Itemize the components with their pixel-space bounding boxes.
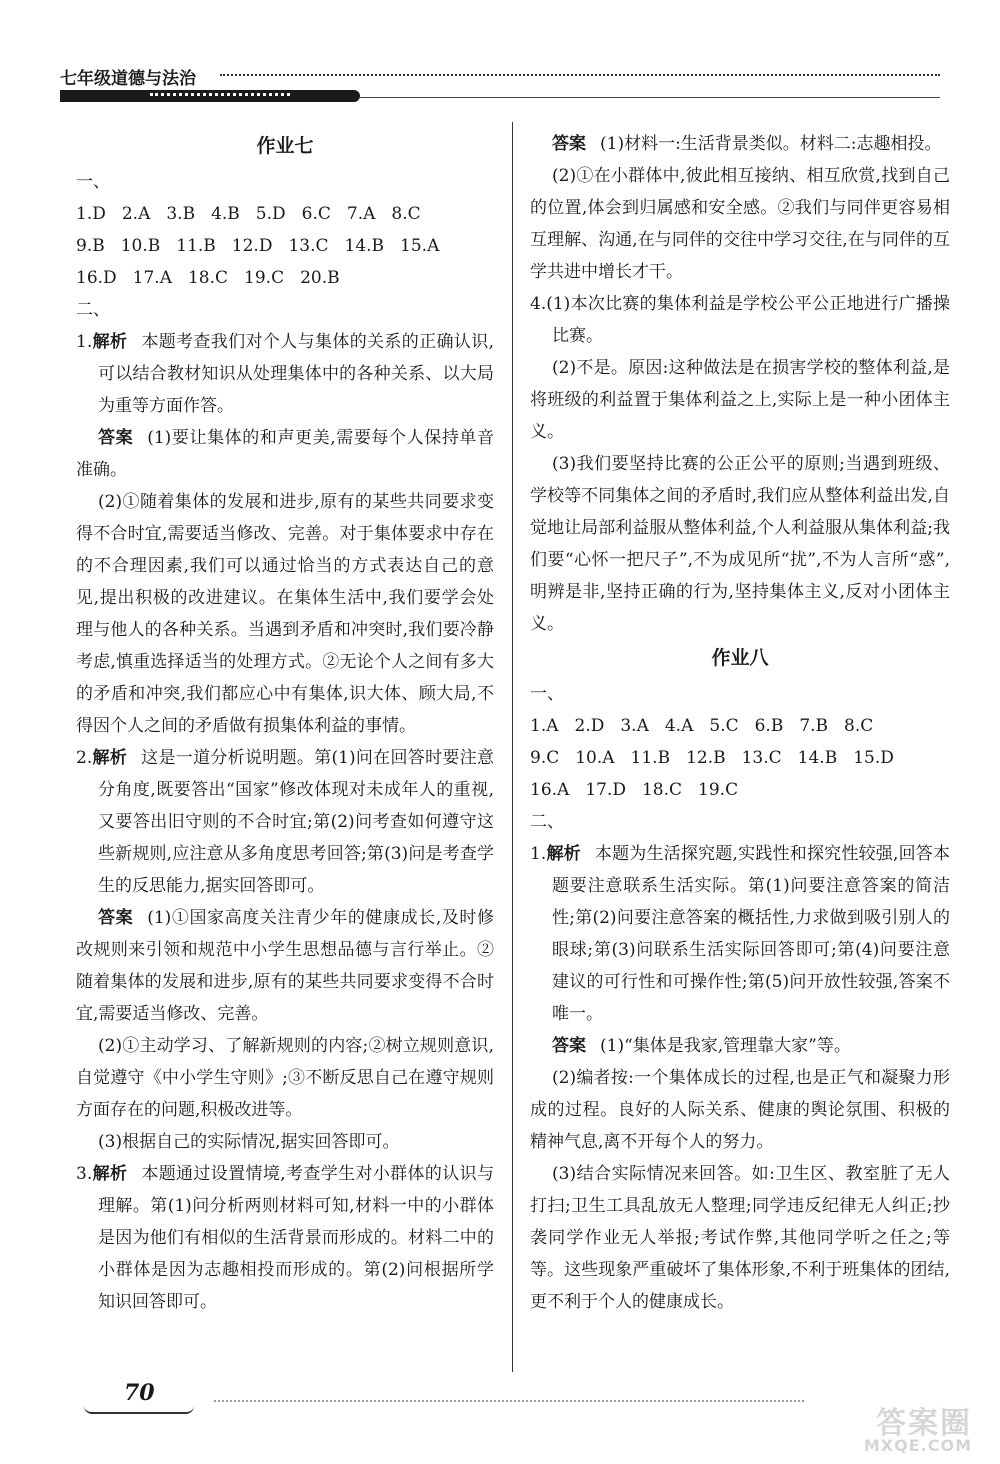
question-2-answer-2: (2)①主动学习、了解新规则的内容;②树立规则意识,自觉遵守《中小学生守则》;③不断反思自己在遵守规则方面存在的问题,积极改进等。 (76, 1036, 494, 1120)
question-number: 1. (76, 332, 93, 352)
mc-answer: 1.D (76, 204, 106, 224)
mc-answer: 16.A (530, 780, 570, 800)
question-1-answer-2: (2)编者按:一个集体成长的过程,也是正气和凝聚力形成的过程。良好的人际关系、健康的舆论氛围、积极的精神气息,离不开每个人的努力。 (530, 1068, 950, 1152)
question-1-analysis (530, 838, 950, 1030)
watermark-logo (782, 1398, 982, 1458)
question-2-analysis (76, 742, 494, 902)
analysis-label: 解析 (546, 844, 581, 864)
analysis-text: 本题通过设置情境,考查学生对小群体的认识与理解。第(1)问分析两则材料可知,材料一中的小群体是因为他们有相似的生活背景而形成的。材料二中的小群体是因为志趣相投而形成的。第(2)问根据所学知识回答即可。 (98, 1164, 495, 1312)
mc-answer: 18.C (187, 268, 229, 288)
mc-answer: 15.A (400, 236, 440, 256)
mc-answer: 12.D (231, 236, 273, 256)
page-header (60, 64, 940, 114)
mc-answer: 18.C (641, 780, 683, 800)
mc-answers-row-3 (530, 774, 950, 806)
question-3-analysis (76, 1158, 494, 1318)
mc-answers-row-2 (530, 742, 950, 774)
mc-answer: 9.C (530, 748, 560, 768)
mc-answer: 4.A (664, 716, 694, 736)
mc-answer: 3.A (620, 716, 649, 736)
mc-answers-row-1 (530, 710, 950, 742)
answer-label: 答案 (552, 134, 586, 154)
mc-answer: 15.D (853, 748, 894, 768)
question-2-answer-1 (76, 902, 494, 1030)
section-title-7: 作业七 (256, 135, 314, 157)
footer-swoosh (84, 1406, 194, 1414)
analysis-label: 解析 (92, 1164, 128, 1184)
question-3-answer-1 (530, 128, 950, 160)
question-number: 3. (76, 1164, 93, 1184)
mc-answer: 5.C (709, 716, 739, 736)
footer-dotted-rule (214, 1400, 804, 1402)
mc-answer: 3.B (166, 204, 196, 224)
mc-answer: 10.A (575, 748, 615, 768)
question-4-answer-1 (530, 288, 950, 352)
part1-label: 一、 (76, 172, 110, 192)
question-number: 1. (530, 844, 547, 864)
header-dotted-rule (220, 74, 940, 76)
left-column (76, 128, 494, 1318)
mc-answer: 10.B (120, 236, 161, 256)
part1-label: 一、 (530, 684, 564, 704)
mc-answer: 5.D (255, 204, 286, 224)
page-number: 70 (124, 1380, 155, 1406)
column-divider (512, 122, 513, 1372)
mc-answer: 13.C (741, 748, 782, 768)
mc-answer: 6.B (754, 716, 784, 736)
part2-label: 二、 (530, 812, 564, 832)
question-1-answer-2: (2)①随着集体的发展和进步,原有的某些共同要求变得不合时宜,需要适当修改、完善。对于集体要求中存在的不合理因素,我们可以通过恰当的方式表达自己的意见,提出积极的改进建议。在集体生活中,我们要学会处理与他人的各种关系。当遇到矛盾和冲突时,我们要冷静考虑,慎重选择适当的处理方式。②无论个人之间有多大的矛盾和冲突,我们都应心中有集体,识大体、顾大局,不得因个人之间的矛盾做有损集体利益的事情。 (76, 492, 494, 736)
mc-answer: 11.B (176, 236, 216, 256)
mc-answers-row-1 (76, 198, 494, 230)
answer-text: (1)①国家高度关注青少年的健康成长,及时修改规则来引领和规范中小学生思想品德与言行举止。②随着集体的发展和进步,原有的某些共同要求变得不合时宜,需要适当修改、完善。 (76, 908, 495, 1024)
mc-answer: 6.C (301, 204, 331, 224)
question-1-answer-1 (76, 422, 494, 486)
analysis-text: 本题为生活探究题,实践性和探究性较强,回答本题要注意联系生活实际。第(1)问要注意答案的简洁性;第(2)问要注意答案的概括性,力求做到吸引别人的眼球;第(3)问联系生活实际回答即可;第(4)问要注意建议的可行性和可操作性;第(5)问开放性较强,答案不唯一。 (552, 844, 951, 1024)
watermark-url: MXQE.COM (863, 1436, 972, 1455)
answer-text: (1)材料一:生活背景类似。材料二:志趣相投。 (600, 134, 942, 154)
mc-answer: 20.B (300, 268, 340, 288)
section-title-8: 作业八 (711, 647, 769, 669)
answer-label: 答案 (98, 908, 134, 928)
question-1-answer-3: (3)结合实际情况来回答。如:卫生区、教室脏了无人打扫;卫生工具乱放无人整理;同学违反纪律无人纠正;抄袭同学作业无人举报;考试作弊,其他同学听之任之;等等。这些现象严重破坏了集体形象,不利于班集体的团结,更不利于个人的健康成长。 (530, 1164, 950, 1312)
mc-answer: 17.A (132, 268, 172, 288)
mc-answer: 7.B (799, 716, 829, 736)
question-3-answer-2: (2)①在小群体中,彼此相互接纳、相互欣赏,找到自己的位置,体会到归属感和安全感。②我们与同伴更容易相互理解、沟通,在与同伴的交往中学习交往,在与同伴的互学共进中增长才干。 (530, 166, 950, 282)
header-band-dots (150, 93, 290, 102)
analysis-text: 本题考查我们对个人与集体的关系的正确认识,可以结合教材知识从处理集体中的各种关系、以大局为重等方面作答。 (98, 332, 495, 416)
mc-answer: 9.B (76, 236, 105, 256)
mc-answer: 16.D (76, 268, 117, 288)
analysis-text: 这是一道分析说明题。第(1)问在回答时要注意分角度,既要答出“国家”修改体现对未成年人的重视,又要答出旧守则的不合时宜;第(2)问考查如何遵守这些新规则,应注意从多角度思考回答;第(3)问是考查学生的反思能力,据实回答即可。 (98, 748, 494, 896)
header-title: 七年级道德与法治 (60, 69, 196, 89)
mc-answer: 19.C (698, 780, 739, 800)
analysis-label: 解析 (92, 332, 128, 352)
answer-label: 答案 (98, 428, 134, 448)
mc-answer: 13.C (288, 236, 329, 256)
mc-answer: 17.D (585, 780, 626, 800)
mc-answer: 11.B (630, 748, 671, 768)
mc-answer: 19.C (244, 268, 285, 288)
mc-answer: 14.B (797, 748, 838, 768)
answer-text: (1)要让集体的和声更美,需要每个人保持单音准确。 (76, 428, 495, 480)
question-4-answer-2: (2)不是。原因:这种做法是在损害学校的整体利益,是将班级的利益置于集体利益之上,实际上是一种小团体主义。 (530, 358, 950, 442)
question-number: 4. (530, 294, 547, 314)
question-number: 2. (76, 748, 93, 768)
question-1-answer-1 (530, 1030, 950, 1062)
answer-text: (1)“集体是我家,管理靠大家”等。 (600, 1036, 851, 1056)
mc-answer: 1.A (530, 716, 559, 736)
mc-answer: 7.A (346, 204, 376, 224)
analysis-label: 解析 (92, 748, 128, 768)
answer-text: (1)本次比赛的集体利益是学校公平公正地进行广播操比赛。 (546, 294, 950, 346)
header-rule (360, 97, 940, 98)
part2-label: 二、 (76, 300, 110, 320)
question-4-answer-3: (3)我们要坚持比赛的公正公平的原则;当遇到班级、学校等不同集体之间的矛盾时,我们应从整体利益出发,自觉地让局部利益服从整体利益,个人利益服从集体利益;我们要“心怀一把尺子”,不为成见所“扰”,不为人言所“惑”,明辨是非,坚持正确的行为,坚持集体主义,反对小团体主义。 (530, 454, 950, 634)
answer-label: 答案 (552, 1036, 586, 1056)
mc-answer: 14.B (344, 236, 385, 256)
mc-answer: 8.C (844, 716, 874, 736)
mc-answers-row-3 (76, 262, 494, 294)
mc-answer: 8.C (391, 204, 421, 224)
right-column (530, 128, 950, 1318)
mc-answer: 2.A (121, 204, 151, 224)
question-1-analysis (76, 326, 494, 422)
watermark-text: 答案圈 (876, 1406, 972, 1441)
question-2-answer-3: (3)根据自己的实际情况,据实回答即可。 (98, 1132, 400, 1152)
mc-answers-row-2 (76, 230, 494, 262)
mc-answer: 2.D (574, 716, 605, 736)
mc-answer: 12.B (686, 748, 726, 768)
mc-answer: 4.B (211, 204, 240, 224)
